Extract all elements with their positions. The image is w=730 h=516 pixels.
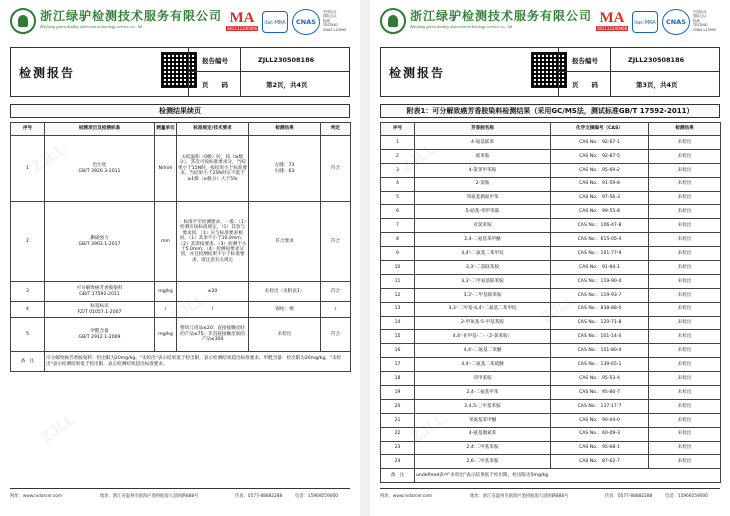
letterhead xyxy=(0,0,360,46)
table-row xyxy=(381,302,721,316)
cell-res: 未检出 xyxy=(649,427,721,441)
cell-no: 20 xyxy=(381,399,415,413)
cell-res: 未检出 xyxy=(649,441,721,455)
report-meta: 报告编号 ZJLL230508186 页 码 第2页，共4页 xyxy=(188,48,350,96)
cell-res: 未检出 xyxy=(649,191,721,205)
cell-cas: CAS No.：838-88-0 xyxy=(551,302,649,316)
table-row xyxy=(381,288,721,302)
page-number: 第3页，共4页 xyxy=(636,81,678,89)
report-title: 检测报告 xyxy=(389,66,446,80)
cell-res: 未检出 xyxy=(649,302,721,316)
cell-cas: CAS No.：99-55-8 xyxy=(551,205,649,219)
cnas-text: 中国认可 国际互认 检测 TESTING CNAS L13995 xyxy=(693,10,717,32)
cell-no: 23 xyxy=(381,441,415,455)
cell-name: 邻氨基偶氮甲苯 xyxy=(415,191,551,205)
table-row: 1 色牢度 GB/T 3920.3-2011 N/mm ①低温和（0级）时，按（≥级分），其次可按标准要求分，当结果小于15N时，按结果小于标准要求，当结果小于25N时应不低于≥1级（≥级分）大于5% 左膝：73 右膝：63 符合 xyxy=(11,136,351,202)
cell-cas: CAS No.：92-67-1 xyxy=(551,136,649,150)
cell-no: 16 xyxy=(381,344,415,358)
cell-res: 未检出 xyxy=(649,413,721,427)
cell-no: 22 xyxy=(381,427,415,441)
cell-cas: CAS No.：91-59-8 xyxy=(551,177,649,191)
cell-res: 未检出 xyxy=(649,261,721,275)
cell-no: 14 xyxy=(381,316,415,330)
cell-no: 8 xyxy=(381,233,415,247)
cell-cas: CAS No.：60-09-3 xyxy=(551,427,649,441)
cell-name: 邻氨基苯甲醚 xyxy=(415,413,551,427)
cell-no: 3 xyxy=(381,163,415,177)
cell-name: 2,4,5-三甲基苯胺 xyxy=(415,399,551,413)
cell-res: 未检出 xyxy=(649,399,721,413)
table-row: 5 甲醛含量 GB/T 2912.1-2009 mg/kg 婴幼儿用品≤20；直接接触皮肤的产品≤75；非直接接触皮肤的产品≤300 未检出 符合 xyxy=(11,318,351,352)
table-row xyxy=(381,205,721,219)
table-row xyxy=(381,330,721,344)
watermark: ZJLL xyxy=(28,140,70,177)
table-row xyxy=(381,316,721,330)
cell-res: 未检出 xyxy=(649,274,721,288)
cell-res: 未检出 xyxy=(649,358,721,372)
table-row xyxy=(381,413,721,427)
company-name: 浙江绿驴检测技术服务有限公司 xyxy=(410,9,593,23)
table-row: 3 可分解致癌芳香胺染料 GB/T 17592-2011 mg/kg ≤20 未检出（见附表1） 符合 xyxy=(11,282,351,302)
page-footer: 网址：www.lvdarcer.com 地址：浙江省温州市瓯海区娄桥瓯海大道顾路888号 传真：0577-88882288 电话：15969259000 xyxy=(10,488,350,489)
cell-no: 6 xyxy=(381,205,415,219)
company-logo xyxy=(380,8,406,34)
cell-name: 4,4'-二氨基二苯甲烷 xyxy=(415,247,551,261)
table-row xyxy=(381,399,721,413)
cell-name: 4-氨基联苯 xyxy=(415,136,551,150)
company-logo xyxy=(10,8,36,34)
cell-no: 1 xyxy=(381,136,415,150)
cell-cas: CAS No.：139-65-1 xyxy=(551,358,649,372)
watermark: ZJLL xyxy=(538,290,580,327)
page-footer: 网址：www.lvdarcer.com 地址：浙江省温州市瓯海区娄桥瓯海大道顾路888号 传真：0577-88882288 电话：15969259000 xyxy=(380,488,720,489)
cell-name: 4,4'-亚甲基-二-（2-氯苯胺） xyxy=(415,330,551,344)
cell-no: 5 xyxy=(381,191,415,205)
table-row xyxy=(381,441,721,455)
cell-res: 未检出 xyxy=(649,149,721,163)
report-title: 检测报告 xyxy=(19,66,76,80)
cell-res: 未检出 xyxy=(649,136,721,150)
results-table: 序号 检测项目及检测标准 测量单位 标准规定/技术要求 检测结果 判定 1 色牢度 GB/T 3920.3-2011 N/mm ①低温和（0级）时，按（≥级分），其次可按标准要求分，当结果小于15N时，按结果小于标准要求，当结果小于25N时应不低于≥1级（≥级分）大于5% 左膝：73 右膝：63 符合 2 撕破强力 GB/T 3903.1-2017 mm ：标准平至检测要求，一般：（1）检测应按标准规定，（1）其余与要求同，（1）应与标准要求相同，（1）其余不小于10.0mm；（2）其余按要求，（3）检测不小于5.0mm；（4）检测按要求分别，并且检测结果不小于标准要求，请注意有关规定 符合要求 符合 3 可分解致癌芳香胺染料 GB/T 17592-2011 mg/kg ≤20 未检出（见附表1） 符合 4 标签标识 FZ/T 01057.1-2007 / / 锦纶：棉 / 5 甲醛含量 GB/T 2912.1-2009 mg/kg 婴幼儿用品≤20；直接接触皮肤的产品≤75；非直接接触皮肤的产品≤300 未检出 符合 备 注 可分解致癌芳香胺染料：检出限为20mg/kg，"未检出"表示结果低于检出限，表示检测结果超出标准要求。甲醛含量：检出限为20mg/kg，"未检出"表示检测结果低于检出限，表示检测结果超出标准要求。 xyxy=(10,122,351,372)
cell-cas: CAS No.：87-62-7 xyxy=(551,455,649,469)
cell-res: 未检出 xyxy=(649,219,721,233)
cell-cas: CAS No.：119-93-7 xyxy=(551,288,649,302)
cell-cas: CAS No.：91-94-1 xyxy=(551,261,649,275)
table-row xyxy=(381,177,721,191)
remark-row xyxy=(381,469,721,483)
cnas-text: 中国认可 国际互认 检测 TESTING CNAS L13995 xyxy=(323,10,347,32)
watermark: ZJLL xyxy=(408,410,450,447)
cell-res: 未检出 xyxy=(649,233,721,247)
table-row xyxy=(381,233,721,247)
cell-no: 19 xyxy=(381,386,415,400)
cell-res: 未检出 xyxy=(649,330,721,344)
company-name-en: Zhejiang green donkey detection technology service co., ltd. xyxy=(410,24,514,29)
cell-res: 未检出 xyxy=(649,455,721,469)
cell-res: 未检出 xyxy=(649,247,721,261)
cell-cas: CAS No.：101-77-9 xyxy=(551,247,649,261)
remark-text: undefined表中"未检出"表示结果低于检出限，检出限为5mg/kg xyxy=(415,469,721,483)
cell-res: 未检出 xyxy=(649,163,721,177)
table-row xyxy=(381,219,721,233)
report-meta: 报告编号 ZJLL230508186 页 码 第3页，共4页 xyxy=(558,48,720,96)
cell-no: 9 xyxy=(381,247,415,261)
cell-no: 15 xyxy=(381,330,415,344)
letterhead xyxy=(370,0,730,46)
table-row xyxy=(381,261,721,275)
cell-name: 4,4'-二氨基二苯醚 xyxy=(415,344,551,358)
cell-no: 4 xyxy=(381,177,415,191)
cell-name: 3,3'-二甲基联苯胺 xyxy=(415,288,551,302)
cell-cas: CAS No.：101-80-4 xyxy=(551,344,649,358)
cell-res: 未检出 xyxy=(649,316,721,330)
cell-res: 未检出 xyxy=(649,177,721,191)
cell-cas: CAS No.：615-05-4 xyxy=(551,233,649,247)
cma-badge: MA 181112340466 xyxy=(596,10,628,31)
report-header xyxy=(10,47,350,97)
table-row xyxy=(381,247,721,261)
cell-cas: CAS No.：95-53-4 xyxy=(551,372,649,386)
table-row xyxy=(381,149,721,163)
cma-badge: MA 181112340466 xyxy=(226,10,258,31)
report-page-3 xyxy=(370,0,730,516)
cell-name: 对氯苯胺 xyxy=(415,219,551,233)
table-row xyxy=(381,136,721,150)
watermark: ZJLL xyxy=(38,410,80,447)
cell-name: 5-硝基-邻甲苯胺 xyxy=(415,205,551,219)
watermark: ZJLL xyxy=(398,140,440,177)
table-row: 2 撕破强力 GB/T 3903.1-2017 mm ：标准平至检测要求，一般：（1）检测应按标准规定，（1）其余与要求同，（1）应与标准要求相同，（1）其余不小于10.0mm；（2）其余按要求，（3）检测不小于5.0mm；（4）检测按要求分别，并且检测结果不小于标准要求，请注意有关规定 符合要求 符合 xyxy=(11,202,351,282)
cell-cas: CAS No.：119-90-4 xyxy=(551,274,649,288)
cell-name: 3,3'-二甲基-4,4'-二氨基二苯甲烷 xyxy=(415,302,551,316)
cell-name: 4-氨基偶氮苯 xyxy=(415,427,551,441)
cell-name: 联苯胺 xyxy=(415,149,551,163)
cell-res: 未检出 xyxy=(649,386,721,400)
company-name-en: Zhejiang green donkey detection technology service co., ltd. xyxy=(40,24,144,29)
cell-no: 13 xyxy=(381,302,415,316)
cell-name: 3,3'-二甲氧基联苯胺 xyxy=(415,274,551,288)
cell-cas: CAS No.：95-80-7 xyxy=(551,386,649,400)
cell-name: 邻甲苯胺 xyxy=(415,372,551,386)
cell-cas: CAS No.：120-71-8 xyxy=(551,316,649,330)
cell-res: 未检出 xyxy=(649,288,721,302)
cell-name: 4-氯邻甲苯胺 xyxy=(415,163,551,177)
cell-res: 未检出 xyxy=(649,344,721,358)
cell-name: 2,6-二甲基苯胺 xyxy=(415,455,551,469)
cell-name: 4,4'-二氨基二苯硫醚 xyxy=(415,358,551,372)
cnas-badge: CNAS xyxy=(292,9,320,35)
amine-table: 序号 芳香胺名称 化学文摘编号（CAS） 检测结果 1 4-氨基联苯 CAS No.：92-67-1 未检出 2 联苯胺 CAS No.：92-87-5 未检出 3 4-氯邻甲苯胺 CAS No.：95-69-2 未检出 4 2-萘胺 CAS No.：91-59-8 未检出 5 邻氨基偶氮甲苯 CAS No.：97-56-3 未检出 6 5-硝基-邻甲苯胺 CAS No.：99-55-8 未检出 7 对氯苯胺 CAS No.：106-47-8 未检出 8 2,4-二氨基苯甲醚 CAS No.：615-05-4 未检出 9 4,4'-二氨基二苯甲烷 CAS No.：101-77-9 未检出 10 3,3'-二氯联苯胺 CAS No.：91-94-1 未检出 11 3,3'-二甲氧基联苯胺 CAS No.：119-90-4 未检出 12 3,3'-二甲基联苯胺 CAS No.：119-93-7 未检出 13 3,3'-二甲基-4,4'-二氨基二苯甲烷 CAS No.：838-88-0 未检出 14 2-甲氧基-5-甲基苯胺 CAS No.：120-71-8 未检出 15 4,4'-亚甲基-二-（2-氯苯胺） CAS No.：101-14-4 未检出 16 4,4'-二氨基二苯醚 CAS No.：101-80-4 未检出 17 4,4'-二氨基二苯硫醚 CAS No.：139-65-1 未检出 18 邻甲苯胺 CAS No.：95-53-4 未检出 19 2,4-二氨基甲苯 CAS No.：95-80-7 未检出 20 2,4,5-三甲基苯胺 CAS No.：137-17-7 未检出 21 邻氨基苯甲醚 CAS No.：90-04-0 未检出 22 4-氨基偶氮苯 CAS No.：60-09-3 未检出 23 2,4-二甲基苯胺 CAS No.：95-68-1 未检出 24 2,6-二甲基苯胺 CAS No.：87-62-7 未检出 备 注 undefined表中"未检出"表示结果低于检出限，检出限为5mg/kg xyxy=(380,122,721,483)
table-row xyxy=(381,163,721,177)
cell-no: 24 xyxy=(381,455,415,469)
table-row xyxy=(381,344,721,358)
cell-name: 2-甲氧基-5-甲基苯胺 xyxy=(415,316,551,330)
table-row xyxy=(381,274,721,288)
table-row: 4 标签标识 FZ/T 01057.1-2007 / / 锦纶：棉 / xyxy=(11,302,351,318)
cell-name: 2,4-二甲基苯胺 xyxy=(415,441,551,455)
table-row xyxy=(381,427,721,441)
cell-no: 21 xyxy=(381,413,415,427)
table-row xyxy=(381,358,721,372)
table-row xyxy=(381,191,721,205)
page-number: 第2页，共4页 xyxy=(266,81,308,89)
remark-row: 备 注 可分解致癌芳香胺染料：检出限为20mg/kg，"未检出"表示结果低于检出限，表示检测结果超出标准要求。甲醛含量：检出限为20mg/kg，"未检出"表示检测结果低于检出限，表示检测结果超出标准要求。 xyxy=(11,352,351,372)
report-header xyxy=(380,47,720,97)
cell-cas: CAS No.：106-47-8 xyxy=(551,219,649,233)
cell-no: 7 xyxy=(381,219,415,233)
cell-cas: CAS No.：95-69-2 xyxy=(551,163,649,177)
cell-cas: CAS No.：92-87-5 xyxy=(551,149,649,163)
cnas-badge: CNAS xyxy=(662,9,690,35)
cell-no: 17 xyxy=(381,358,415,372)
section-title: 附表1：可分解致癌芳香胺染料检测结果（采用GC/MS法，测试标准GB/T 17592-2011） xyxy=(380,104,720,118)
cell-name: 2,4-二氨基甲苯 xyxy=(415,386,551,400)
cell-no: 12 xyxy=(381,288,415,302)
cell-no: 11 xyxy=(381,274,415,288)
table-row xyxy=(381,372,721,386)
table-row xyxy=(381,386,721,400)
cell-name: 3,3'-二氯联苯胺 xyxy=(415,261,551,275)
ilac-badge: ilac-MRA xyxy=(632,11,658,33)
watermark: ZJLL xyxy=(168,290,210,327)
cell-no: 10 xyxy=(381,261,415,275)
cell-name: 2-萘胺 xyxy=(415,177,551,191)
cell-no: 18 xyxy=(381,372,415,386)
report-number: ZJLL230508186 xyxy=(258,56,315,64)
remark-label: 备 注 xyxy=(381,469,415,483)
cell-name: 2,4-二氨基苯甲醚 xyxy=(415,233,551,247)
cell-cas: CAS No.：90-04-0 xyxy=(551,413,649,427)
cell-cas: CAS No.：97-56-3 xyxy=(551,191,649,205)
cell-cas: CAS No.：101-14-4 xyxy=(551,330,649,344)
cell-res: 未检出 xyxy=(649,372,721,386)
section-title: 检测结果续页 xyxy=(10,104,350,118)
report-number: ZJLL230508186 xyxy=(628,56,685,64)
cell-cas: CAS No.：95-68-1 xyxy=(551,441,649,455)
cell-no: 2 xyxy=(381,149,415,163)
report-page-2 xyxy=(0,0,360,516)
company-name: 浙江绿驴检测技术服务有限公司 xyxy=(40,9,223,23)
cell-res: 未检出 xyxy=(649,205,721,219)
ilac-badge: ilac-MRA xyxy=(262,11,288,33)
cell-cas: CAS No.：137-17-7 xyxy=(551,399,649,413)
table-row xyxy=(381,455,721,469)
